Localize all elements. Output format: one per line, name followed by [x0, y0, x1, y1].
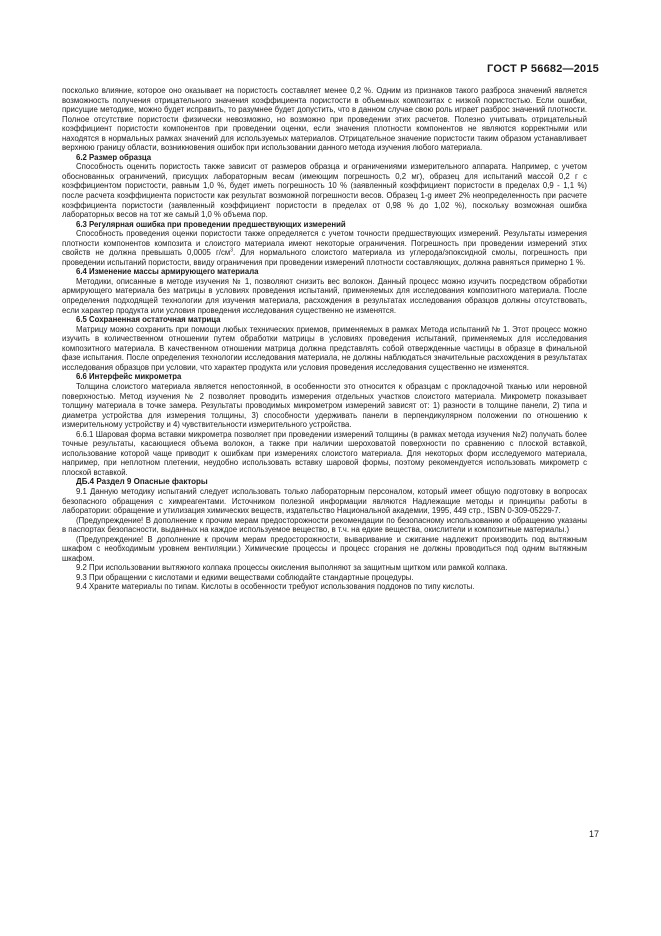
paragraph-9-2: 9.2 При использовании вытяжного колпака процессы окисления выполняют за защитным щитком или рамкой колпака.	[76, 563, 508, 573]
superscript-3: 3	[230, 247, 233, 254]
section-heading-6-2: 6.2 Размер образца	[76, 152, 152, 162]
paragraph-6-6-1: 6.6.1 Шаровая форма вставки микрометра позволяет при проведении измерений толщины (в рамках метода изучения №2) получать более точные результаты, касающиеся объема волокон, а также при наличии шероховатой поверхности по сравнению с плоской вставкой, использование которой чаще приводит к ошибкам при измерениях слоистого материала. Для некоторых форм исследуемого материала, например, при неплотном плетении, неудобно использовать вставку шаровой формы, поэтому рекомендуется использовать микрометр с плоской вставкой.	[62, 429, 587, 477]
section-heading-6-4: 6.4 Изменение массы армирующего материала	[76, 267, 259, 277]
section-heading-6-5: 6.5 Сохраненная остаточная матрица	[76, 315, 221, 325]
paragraph-6-4: Методики, описанные в методе изучения № 1, позволяют снизить вес волокон. Данный процесс можно изучить посредством обработки армирующего материала без матрицы в условиях проведения испытаний, применяемых для исследования композитного материала. После определения подходящей технологии для изучения материала, расхождения в результатах исследования образцов должны отсутствовать, если характер продукта или условия проведения исследования существенно не изменятся.	[62, 276, 587, 315]
paragraph-9-3: 9.3 При обращении с кислотами и едкими веществами соблюдайте стандартные процедуры.	[76, 572, 414, 582]
paragraph-porosity-intro: посколько влияние, которое оно оказывает на пористость составляет менее 0,2 %. Одним из признаков такого разброса значений является возможность получения отрицательного значения коэффициента пористости в объемных композитах с низкой пористостью. Если ошибки, присущие методике, можно будет исправить, то разумнее будет допустить, что в данном случае свою роль играет разброс значений плотности. Полное отсутствие пористости физически невозможно, но возможно при проведении этих расчетов. Полезно учитывать отрицательный коэффициент пористости компонентов при проведении оценки, если значения плотности компонентов не являются корректными или находятся в нормальных рамках значений для используемых материалов. Отрицательное значение пористости таким образом устанавливает верхнюю границу области, возникновения ошибок при использовании данного метода изучения любого материала.	[62, 86, 587, 153]
standard-header: ГОСТ Р 56682—2015	[487, 63, 599, 75]
page-number: 17	[588, 829, 599, 839]
section-heading-6-6: 6.6 Интерфейс микрометра	[76, 372, 182, 382]
paragraph-6-5: Матрицу можно сохранить при помощи любых технических приемов, применяемых в рамках Метода испытаний № 1. Этот процесс можно изучить в количественном отношении путем обработки матрицы в условиях проведения испытаний, применяемых для исследования композитного материала. В качественном отношении матрица должна представлять собой отвержденные частицы в образце в финальной фазе испытания. После определения технологии исследования материала, не должны наблюдаться значительные расхождения в результатах исследования образцов при условии, что характер продукта или условия проведения исследования существенно не изменятся.	[62, 324, 587, 372]
paragraph-6-3	[62, 229, 587, 267]
paragraph-6-6: Толщина слоистого материала является непостоянной, в особенности это относится к образцам с прокладочной тканью или неровной поверхностью. Метод изучения № 2 позволяет проводить измерения отдельных участков слоистого материала. Микрометр показывает толщину материала в точке замера. Результаты проводимых микрометром измерений зависят от: 1) разности в толщине панели, 2) типа и диаметра устройства для измерения толщины, 3) способности удерживать панели в перпендикулярном положении по отношению к измерительному устройству и 4) чувствительности измерительного устройства.	[62, 381, 587, 430]
paragraph-6-2: Способность оценить пористость также зависит от размеров образца и ограничениями измерительного аппарата. Например, с учетом обоснованных ограничений, присущих лабораторным весам (имеющим погрешность 0,2 мг), образец для испытаний массой 0,2 г с коэффициентом пористости, равным 1,0 %, будет иметь погрешность 10 % (заявленный коэффициент пористости в пределах 0,9 - 1,1 %) после расчета коэффициента пористости как результат возможной погрешности весов. Образец 1-g имеет 2% неопределенность при расчете коэффициента пористости (заявленный коэффициент пористости в пределах от 0,98 % до 1,02 %), поскольку возможная ошибка лабораторных весов на тот же самый 1,0 % объема пор.	[62, 162, 587, 220]
section-heading-6-3: 6.3 Регулярная ошибка при проведении предшествующих измерений	[76, 219, 346, 229]
document-body	[62, 86, 587, 592]
paragraph-warning-1: (Предупреждение! В дополнение к прочим мерам предосторожности рекомендации по безопасному использованию и обращению указаны в паспортах безопасности, выданных на каждое используемое вещество, в т.ч. на едкие вещества, окислители и композитные материалы.)	[62, 515, 587, 535]
section-heading-db-4: ДБ.4 Раздел 9 Опасные факторы	[76, 477, 208, 487]
paragraph-9-4: 9.4 Храните материалы по типам. Кислоты в особенности требуют использования поддонов по типу кислоты.	[76, 582, 475, 592]
paragraph-6-3-part1: Способность проведения оценки пористости также определяется с учетом точности предшествующих измерений. Результаты измерения плотности компонентов композита и слоистого материала имеют некоторые ограничения. Погрешность при проведении измерений этих свойств не должна превышать 0,0005 г/см	[62, 229, 587, 258]
paragraph-6-3-part2: . Для нормального слоистого материала из углерода/эпоксидной смолы, погрешность при проведении испытаний пористости, ввиду ограничения при проведении измерений плотности составляющих, должна равняться примерно 1 %.	[62, 248, 587, 267]
paragraph-warning-2: (Предупреждение! В дополнение к прочим мерам предосторожности, вываривание и сжигание надлежит производить под вытяжным шкафом с необходимым уровнем вентиляции.) Химические процессы и процесс сгорания не должны проводиться под одним вытяжным шкафом.	[62, 534, 587, 563]
paragraph-9-1: 9.1 Данную методику испытаний следует использовать только лабораторным персоналом, который имеет общую подготовку в вопросах безопасного обращения с химреагентами. Источником полезной информации являются Надлежащие методы и принципы работы в лаборатории: обращение и утилизация химических веществ, издательство Национальной академии, 1995, 449 стр., ISBN 0-309-05229-7.	[62, 486, 587, 516]
